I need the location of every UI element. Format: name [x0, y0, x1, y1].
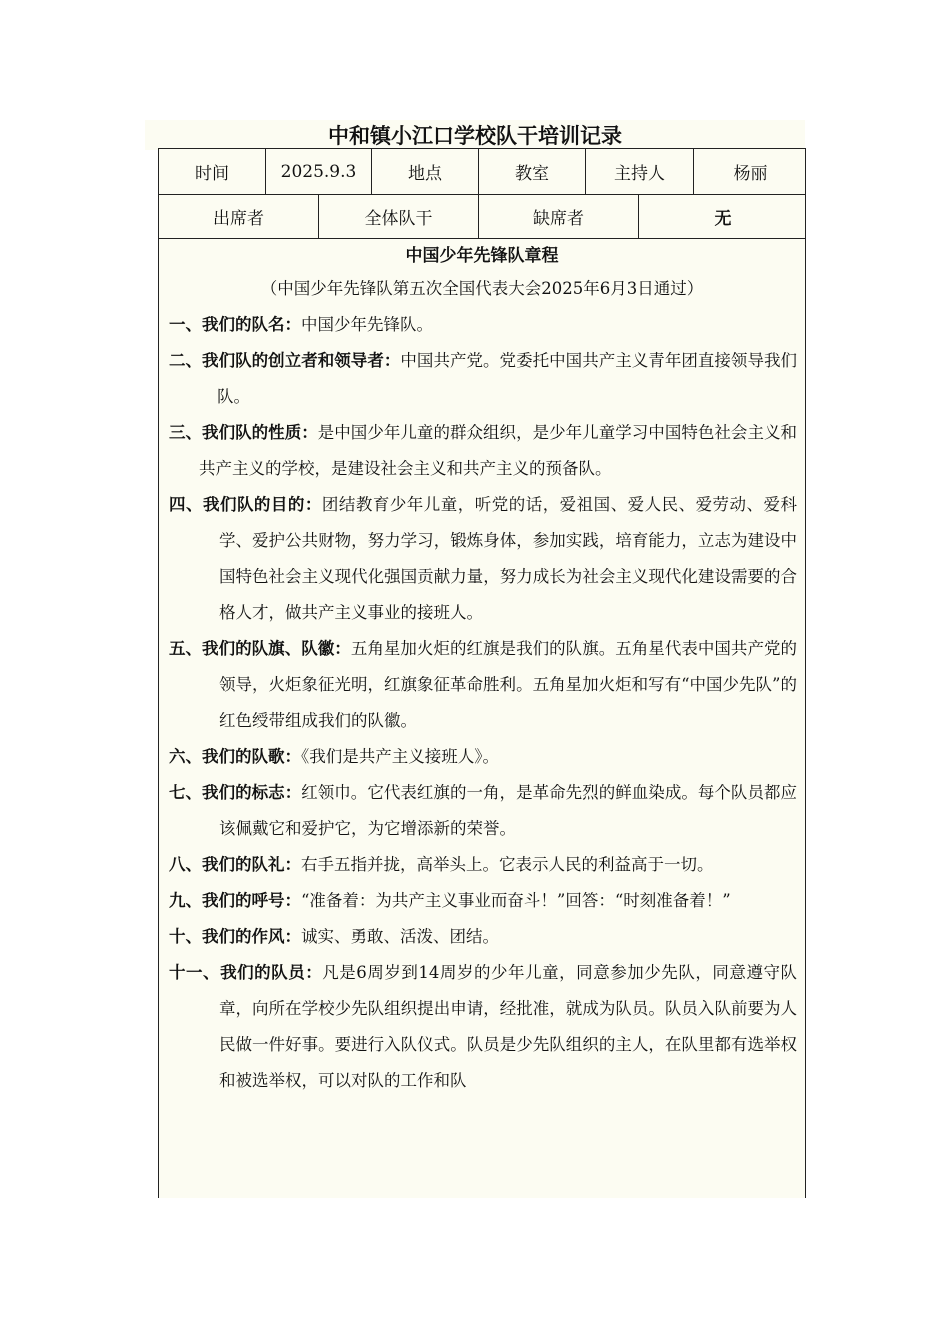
item-heading: 三、我们队的性质： — [169, 423, 318, 442]
item-heading: 一、我们的队名： — [169, 315, 301, 334]
charter-item-11 — [169, 955, 797, 1099]
charter-item-9 — [169, 883, 797, 919]
charter-content — [159, 239, 805, 1099]
place-value: 教室 — [479, 149, 586, 194]
time-label: 时间 — [159, 149, 266, 194]
charter-item-5 — [169, 631, 797, 739]
item-heading: 四、我们队的目的： — [169, 495, 322, 514]
charter-title: 中国少年先锋队章程 — [405, 246, 559, 266]
item-heading: 六、我们的队歌： — [169, 747, 301, 766]
item-body: 中国少年先锋队。 — [301, 315, 433, 334]
item-heading: 八、我们的队礼： — [169, 855, 301, 874]
document-title: 中和镇小江口学校队干培训记录 — [145, 120, 805, 150]
item-body: 是中国少年儿童的群众组织，是少年儿童学习中国特色社会主义和共产主义的学校，是建设社会主义和共产主义的预备队。 — [199, 423, 798, 478]
item-heading: 二、我们队的创立者和领导者： — [169, 351, 401, 370]
charter-item-7 — [169, 775, 797, 847]
charter-item-10 — [169, 919, 797, 955]
attendees-label: 出席者 — [159, 195, 319, 238]
place-label: 地点 — [372, 149, 479, 194]
absent-value: 无 — [714, 209, 732, 229]
charter-item-8 — [169, 847, 797, 883]
attendees-value: 全体队干 — [319, 195, 479, 238]
item-body: 《我们是共产主义接班人》。 — [301, 747, 499, 766]
item-body: 凡是6周岁到14周岁的少年儿童，同意参加少先队，同意遵守队章，向所在学校少先队组织提出申请，经批准，就成为队员。队员入队前要为人民做一件好事。要进行入队仪式。队员是少先队组织的主人，在队里都有选举权和被选举权，可以对队的工作和队 — [219, 963, 797, 1090]
item-body: 团结教育少年儿童，听党的话，爱祖国、爱人民、爱劳动、爱科学、爱护公共财物，努力学习，锻炼身体，参加实践，培育能力，立志为建设中国特色社会主义现代化强国贡献力量，努力成长为社会主义现代化建设需要的合格人才，做共产主义事业的接班人。 — [219, 495, 798, 622]
item-body: 五角星加火炬的红旗是我们的队旗。五角星代表中国共产党的领导，火炬象征光明，红旗象征革命胜利。五角星加火炬和写有“中国少先队”的红色绶带组成我们的队徽。 — [219, 639, 798, 730]
item-body: “准备着：为共产主义事业而奋斗！”回答：“时刻准备着！” — [301, 891, 731, 910]
item-heading: 五、我们的队旗、队徽： — [169, 639, 351, 658]
item-body: 红领巾。它代表红旗的一角，是革命先烈的鲜血染成。每个队员都应该佩戴它和爱护它，为它增添新的荣誉。 — [219, 783, 798, 838]
item-body: 中国共产党。党委托中国共产主义青年团直接领导我们队。 — [217, 351, 798, 406]
item-heading: 十一、我们的队员： — [169, 963, 323, 982]
info-row-1 — [159, 149, 805, 195]
item-body: 诚实、勇敢、活泼、团结。 — [301, 927, 499, 946]
record-table — [158, 148, 806, 1198]
charter-subtitle: （中国少年先锋队第五次全国代表大会2025年6月3日通过） — [260, 279, 704, 298]
item-body: 右手五指并拢，高举头上。它表示人民的利益高于一切。 — [301, 855, 714, 874]
info-row-2 — [159, 195, 805, 239]
time-value: 2025.9.3 — [266, 149, 372, 194]
item-heading: 七、我们的标志： — [169, 783, 302, 802]
absent-label: 缺席者 — [479, 195, 639, 238]
charter-item-6 — [169, 739, 797, 775]
charter-item-1 — [169, 307, 797, 343]
charter-item-2 — [169, 343, 797, 415]
item-heading: 九、我们的呼号： — [169, 891, 301, 910]
host-value: 杨丽 — [733, 164, 768, 184]
host-label: 主持人 — [586, 149, 694, 194]
item-heading: 十、我们的作风： — [169, 927, 301, 946]
charter-item-4 — [169, 487, 797, 631]
charter-item-3 — [169, 415, 797, 487]
